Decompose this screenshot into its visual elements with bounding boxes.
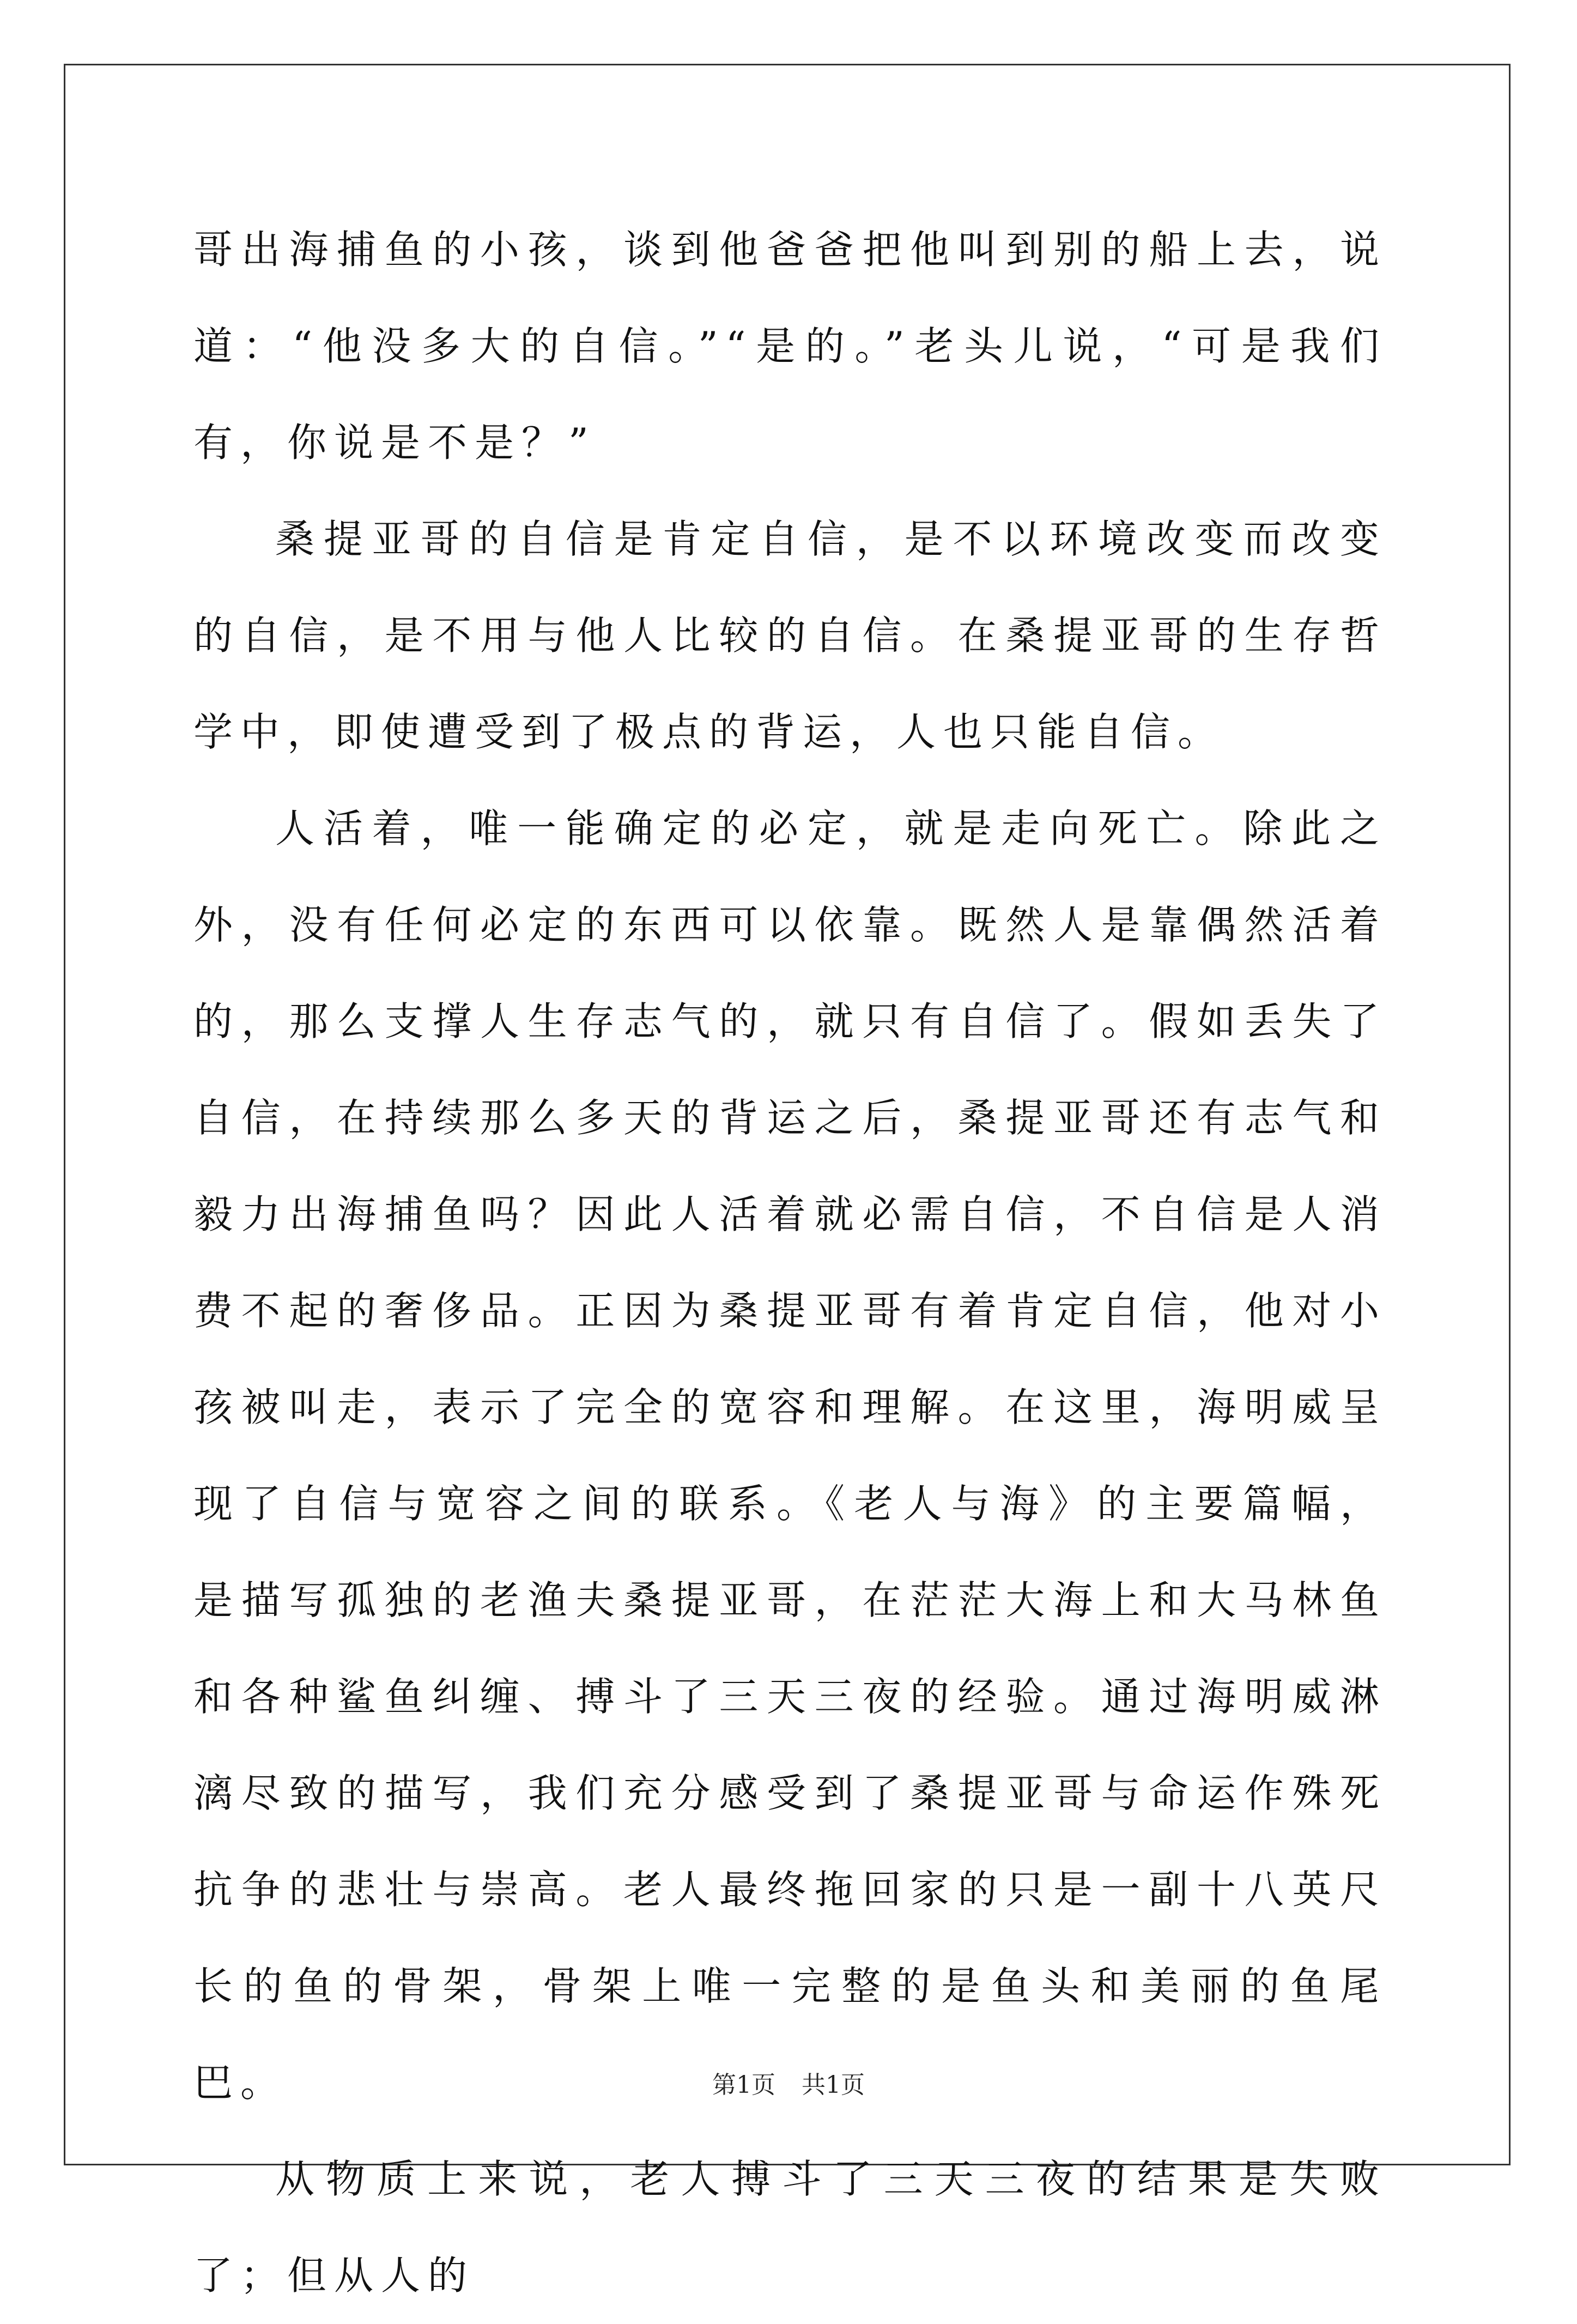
paragraph-2: 桑提亚哥的自信是肯定自信，是不以环境改变而改变的自信，是不用与他人比较的自信。在桑提亚哥的生存哲学中，即使遭受到了极点的背运，人也只能自信。 — [193, 516, 1387, 755]
paragraph-3: 人活着，唯一能确定的必定，就是走向死亡。除此之外，没有任何必定的东西可以依靠。既然人是靠偶然活着的，那么支撑人生存志气的，就只有自信了。假如丢失了自信，在持续那么多天的背运之后，桑提亚哥还有志气和毅力出海捕鱼吗？因此人活着就必需自信，不自信是人消费不起的奢侈品。正因为桑提亚哥有着肯定自信，他对小孩被叫走，表示了完全的宽容和理解。在这里，海明威呈现了自信与宽容之间的联系。《老人与海》的主要篇幅，是描写孤独的老渔夫桑提亚哥，在茫茫大海上和大马林鱼和各种鲨鱼纠缠、搏斗了三天三夜的经验。通过海明威淋漓尽致的描写，我们充分感受到了桑提亚哥与命运作殊死抗争的悲壮与崇高。老人最终拖回家的只是一副十八英尺长的鱼的骨架，骨架上唯一完整的是鱼头和美丽的鱼尾巴。 — [193, 806, 1387, 2105]
page-number: 第1页 — [712, 2071, 775, 2099]
paragraph-4: 从物质上来说，老人搏斗了三天三夜的结果是失败了；但从人的 — [193, 2156, 1387, 2298]
paragraph-1: 哥出海捕鱼的小孩，谈到他爸爸把他叫到别的船上去，说道：“他没多大的自信。”“是的。”老头儿说，“可是我们有，你说是不是？” — [193, 227, 1387, 465]
page-footer — [0, 2070, 1577, 2101]
page-total: 共1页 — [802, 2071, 865, 2099]
document-body — [193, 202, 1387, 2324]
